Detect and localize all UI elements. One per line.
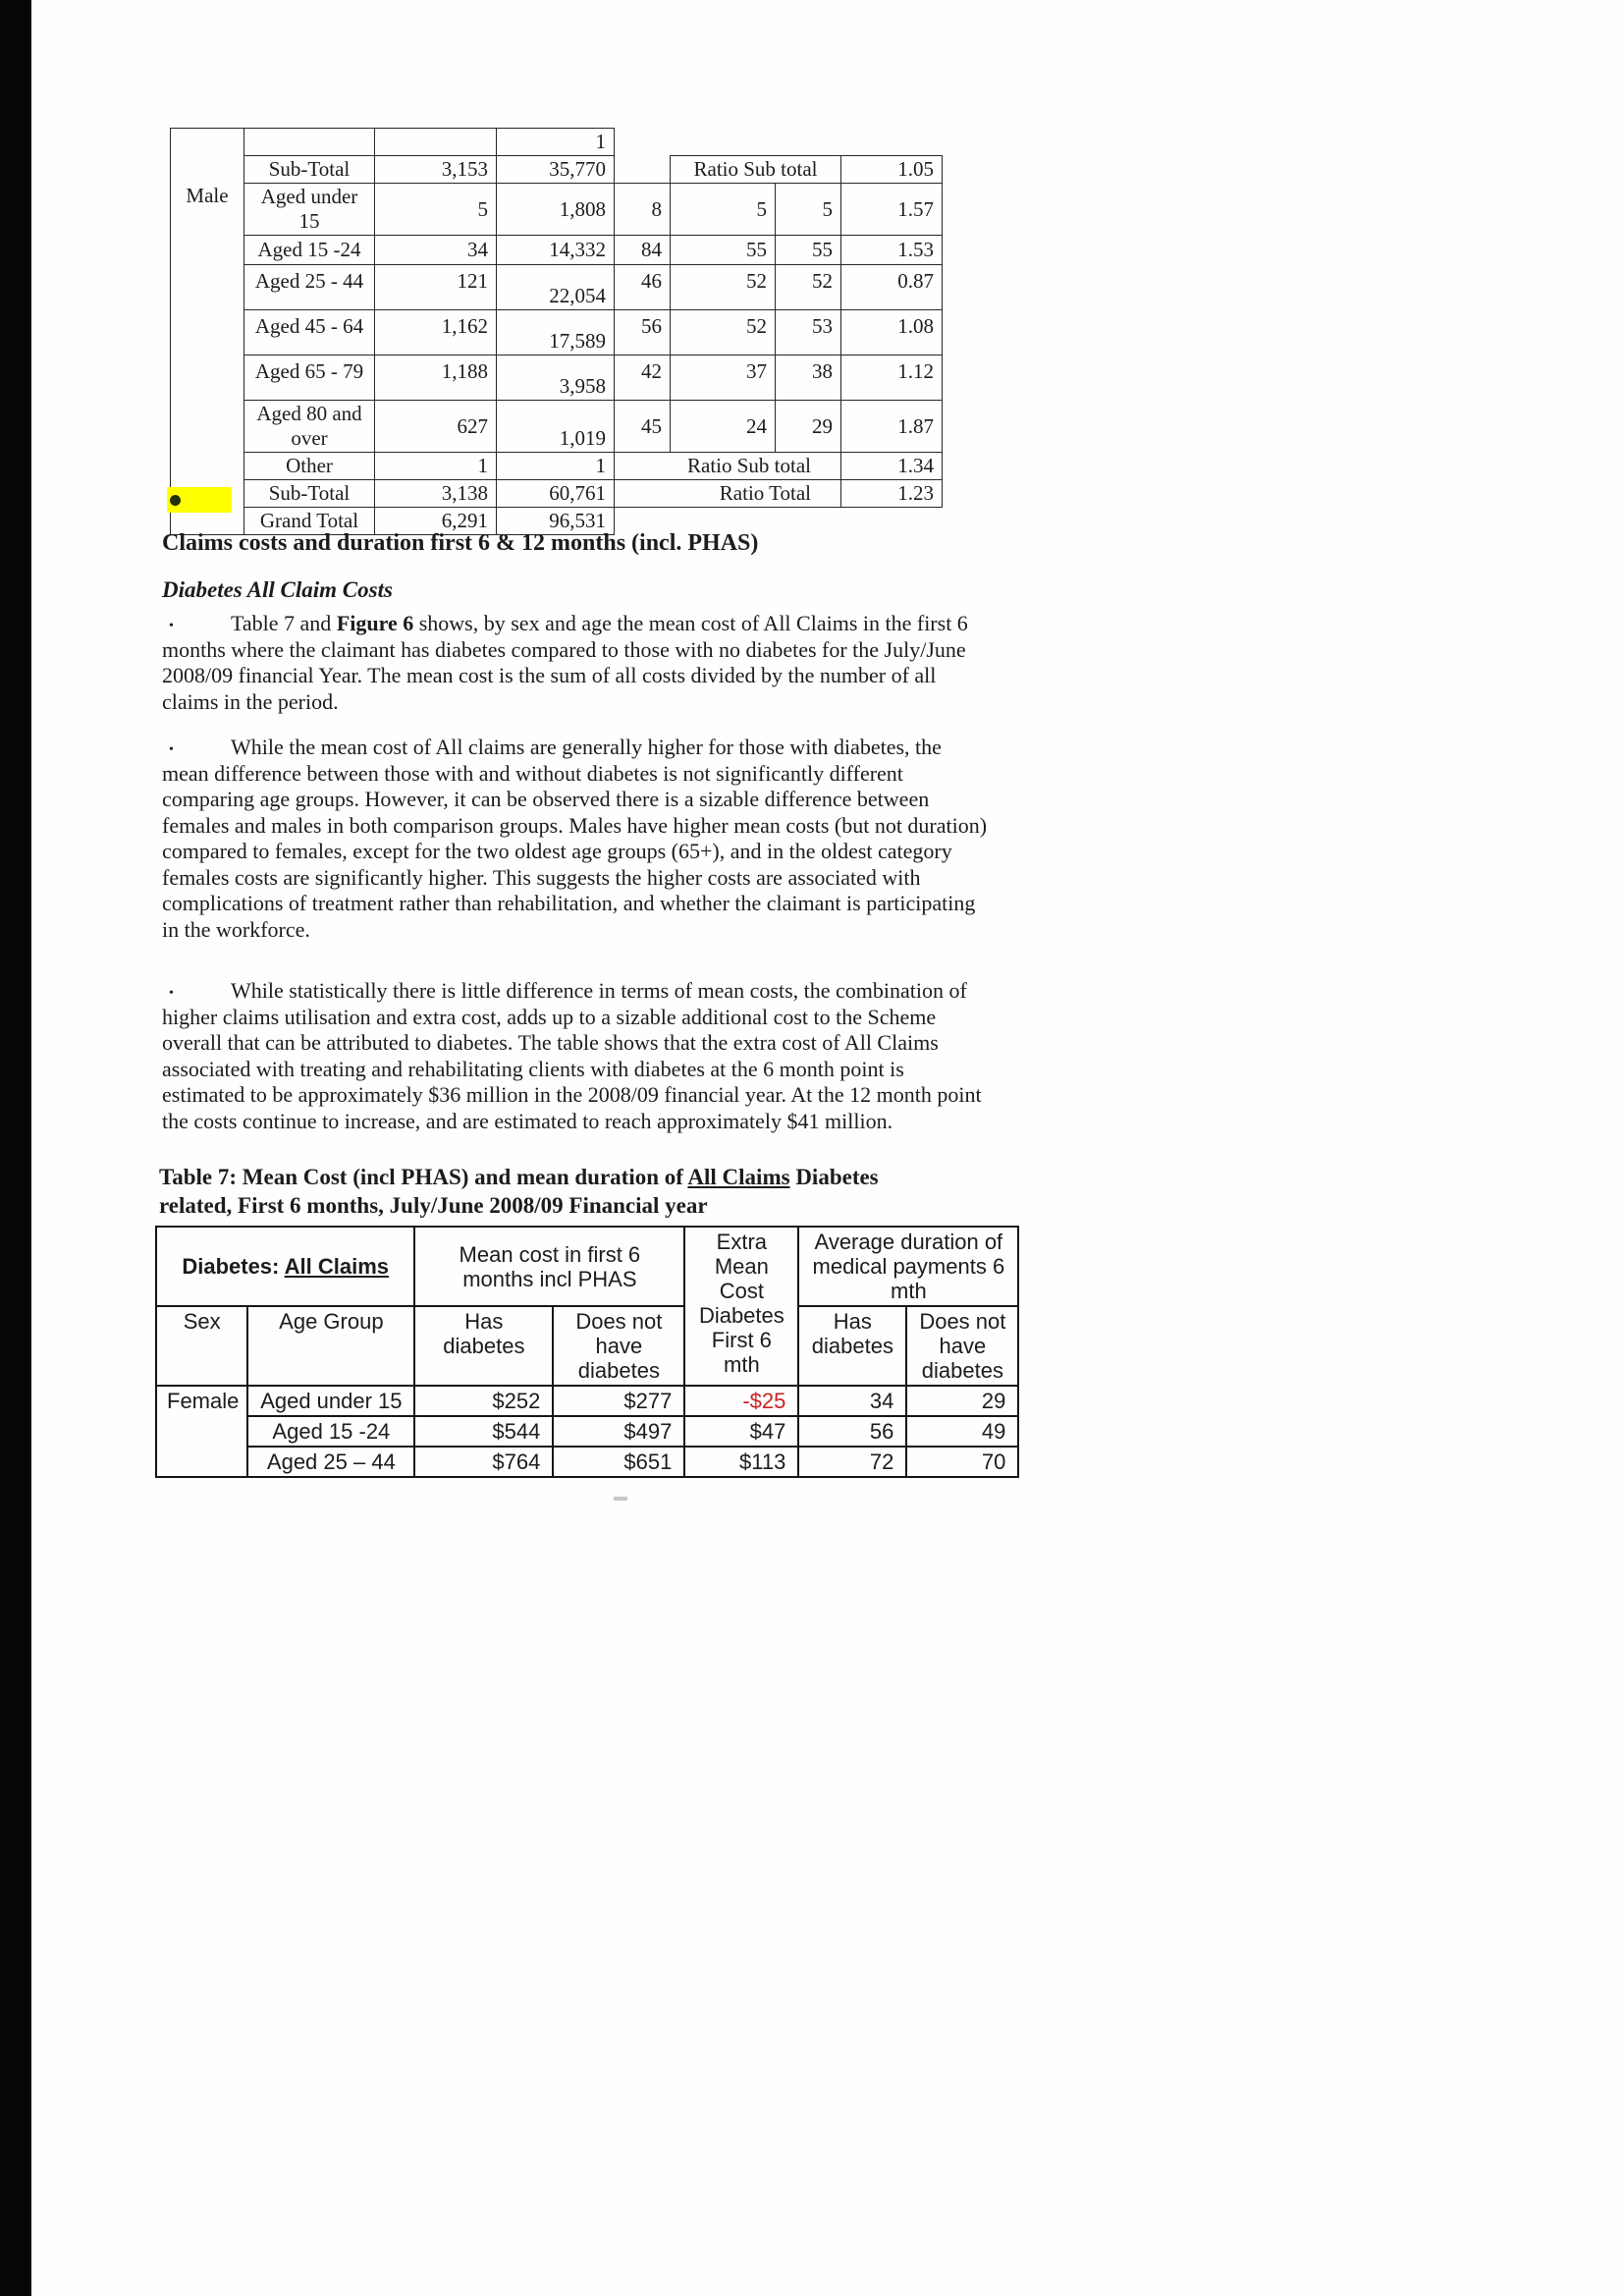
cell-extra-cost: $47 xyxy=(684,1416,798,1447)
header-does-not-have-diabetes: Does not have diabetes xyxy=(906,1306,1018,1386)
cell-value: 52 xyxy=(776,265,841,310)
cell-value: 1,188 xyxy=(375,355,497,401)
cell-ratio-value: 1.05 xyxy=(841,156,943,184)
table-row xyxy=(171,184,943,236)
cell-value: 45 xyxy=(615,401,671,453)
empty-cell xyxy=(615,129,943,156)
cell-label: Sub-Total xyxy=(244,156,375,184)
cell-no-diabetes-cost: $277 xyxy=(553,1386,684,1416)
cell-ratio-value: 1.87 xyxy=(841,401,943,453)
cell-value: 56 xyxy=(615,310,671,355)
bullet-icon: • xyxy=(169,986,174,1001)
cell-value: 38 xyxy=(776,355,841,401)
empty-cell xyxy=(244,129,375,156)
bullet-icon: • xyxy=(169,742,174,757)
cell-value: 52 xyxy=(671,265,776,310)
table-row xyxy=(156,1386,1018,1416)
cell-age-group: Aged 65 - 79 xyxy=(244,355,375,401)
section-heading: Claims costs and duration first 6 & 12 months (incl. PHAS) xyxy=(162,530,759,556)
table-row xyxy=(156,1416,1018,1447)
cell-value: 5 xyxy=(776,184,841,236)
cell-ratio-value: 1.23 xyxy=(841,480,943,508)
caption-text: Table 7: Mean Cost (incl PHAS) and mean duration of xyxy=(159,1165,688,1189)
cell-ratio-value: 1.12 xyxy=(841,355,943,401)
cell-age-group: Aged 25 - 44 xyxy=(244,265,375,310)
cell-duration-has: 34 xyxy=(798,1386,906,1416)
cell-value: 52 xyxy=(671,310,776,355)
cell-value: 1,162 xyxy=(375,310,497,355)
cell-duration-not: 49 xyxy=(906,1416,1018,1447)
header-has-diabetes: Has diabetes xyxy=(798,1306,906,1386)
table-row xyxy=(171,480,943,508)
paragraph-text: While statistically there is little difference in terms of mean costs, the combination of higher claims utilisation and extra cost, adds up to a sizable additional cost to the Scheme overall that can be attributed to diabetes. The table shows that the extra cost of All Claims associated with treating and rehabilitating clients with diabetes at the 6 month point is estimated to be approximately $36 million in the 2008/09 financial year. At the 12 month point the costs continue to increase, and are estimated to reach approximately $41 million. xyxy=(162,978,982,1133)
cell-ratio-value: 1.57 xyxy=(841,184,943,236)
table-header-row xyxy=(156,1227,1018,1306)
cell-age-group: Aged 25 – 44 xyxy=(247,1447,414,1477)
paragraph-text xyxy=(162,611,992,715)
table7-caption xyxy=(159,1163,945,1220)
table-row xyxy=(171,156,943,184)
empty-cell xyxy=(615,156,671,184)
cell-value: 42 xyxy=(615,355,671,401)
header-text: Diabetes: xyxy=(182,1254,285,1279)
table-header-row xyxy=(156,1306,1018,1386)
scan-speck-artifact xyxy=(614,1497,627,1501)
table-row xyxy=(171,129,943,156)
cell-age-group: Aged under 15 xyxy=(247,1386,414,1416)
header-mean-cost-group: Mean cost in first 6 months incl PHAS xyxy=(414,1227,684,1306)
bullet-icon: • xyxy=(169,619,174,633)
cell-extra-cost: $113 xyxy=(684,1447,798,1477)
sub-heading: Diabetes All Claim Costs xyxy=(162,577,393,602)
table-row xyxy=(171,310,943,355)
cell-corner-value: 1 xyxy=(497,129,615,156)
cell-label: Sub-Total xyxy=(244,480,375,508)
cell-age-group: Aged 15 -24 xyxy=(244,236,375,265)
cell-ratio-value: 0.87 xyxy=(841,265,943,310)
cell-value: 1 xyxy=(375,453,497,480)
cell-value: 17,589 xyxy=(497,310,615,355)
cell-value: 96,531 xyxy=(497,508,615,535)
cell-label: Other xyxy=(244,453,375,480)
cell-duration-has: 56 xyxy=(798,1416,906,1447)
highlight-bullet-dot xyxy=(170,495,181,506)
bullet-paragraph-1 xyxy=(162,611,992,715)
table-row xyxy=(156,1447,1018,1477)
cell-value: 121 xyxy=(375,265,497,310)
bullet-paragraph-2 xyxy=(162,735,992,943)
cell-age-group: Aged 15 -24 xyxy=(247,1416,414,1447)
scan-edge-artifact xyxy=(0,0,31,2296)
table-row xyxy=(171,453,943,480)
cell-age-group: Aged 80 and over xyxy=(244,401,375,453)
cell-no-diabetes-cost: $497 xyxy=(553,1416,684,1447)
cell-value: 46 xyxy=(615,265,671,310)
male-claims-table xyxy=(170,128,943,535)
cell-duration-has: 72 xyxy=(798,1447,906,1477)
cell-value: 5 xyxy=(671,184,776,236)
cell-no-diabetes-cost: $651 xyxy=(553,1447,684,1477)
cell-value: 3,958 xyxy=(497,355,615,401)
empty-cell xyxy=(375,129,497,156)
cell-duration-not: 70 xyxy=(906,1447,1018,1477)
caption-text: Diabetes related, First 6 months, July/June 2008/09 Financial year xyxy=(159,1165,879,1218)
cell-value: 37 xyxy=(671,355,776,401)
cell-value: 3,153 xyxy=(375,156,497,184)
cell-value: 35,770 xyxy=(497,156,615,184)
cell-has-diabetes-cost: $544 xyxy=(414,1416,553,1447)
cell-ratio-value: 1.53 xyxy=(841,236,943,265)
paragraph-text: While the mean cost of All claims are generally higher for those with diabetes, the mean difference between those with and without diabetes is not significantly different comparing age groups. However, it can be observed there is a sizable difference between females and males in both comparison groups. Males have higher mean costs (but not duration) compared to females, except for the two oldest age groups (65+), and in the oldest category females costs are significantly higher. This suggests the higher costs are associated with complications of treatment rather than rehabilitation, and whether the claimant is participating in the workforce. xyxy=(162,735,988,942)
cell-value: 29 xyxy=(776,401,841,453)
yellow-highlight-mark xyxy=(167,487,232,513)
table-row xyxy=(171,401,943,453)
cell-extra-cost: -$25 xyxy=(684,1386,798,1416)
cell-value: 6,291 xyxy=(375,508,497,535)
cell-value: 8 xyxy=(615,184,671,236)
cell-ratio-value: 1.08 xyxy=(841,310,943,355)
cell-value: 55 xyxy=(671,236,776,265)
header-diabetes-all-claims xyxy=(156,1227,414,1306)
table-row xyxy=(171,265,943,310)
cell-value: 84 xyxy=(615,236,671,265)
cell-label: Grand Total xyxy=(244,508,375,535)
cell-duration-not: 29 xyxy=(906,1386,1018,1416)
bullet-paragraph-3 xyxy=(162,978,992,1134)
table-row xyxy=(171,355,943,401)
cell-value: 3,138 xyxy=(375,480,497,508)
text-run: shows, by sex and age the mean cost of All Claims in the first 6 months where the claimant has diabetes compared to those with no diabetes for the July/June 2008/09 financial Year. The mean cost is the sum of all costs divided by the number of all claims in the period. xyxy=(162,611,968,714)
cell-age-group: Aged under 15 xyxy=(244,184,375,236)
cell-value: 627 xyxy=(375,401,497,453)
cell-value: 14,332 xyxy=(497,236,615,265)
cell-value: 24 xyxy=(671,401,776,453)
text-run-bold: Figure 6 xyxy=(336,611,414,635)
cell-age-group: Aged 45 - 64 xyxy=(244,310,375,355)
cell-has-diabetes-cost: $252 xyxy=(414,1386,553,1416)
cell-value: 22,054 xyxy=(497,265,615,310)
table-row xyxy=(171,236,943,265)
cell-sex-female: Female xyxy=(156,1386,247,1477)
cell-ratio-value: 1.34 xyxy=(841,453,943,480)
cell-has-diabetes-cost: $764 xyxy=(414,1447,553,1477)
text-run: Table 7 and xyxy=(231,611,337,635)
cell-ratio-label: Ratio Sub total xyxy=(615,453,841,480)
header-extra-mean-cost: Extra Mean Cost Diabetes First 6 mth xyxy=(684,1227,798,1386)
cell-value: 55 xyxy=(776,236,841,265)
table7-mean-cost-table xyxy=(155,1226,1019,1478)
header-has-diabetes: Has diabetes xyxy=(414,1306,553,1386)
cell-value: 1,019 xyxy=(497,401,615,453)
cell-value: 60,761 xyxy=(497,480,615,508)
cell-value: 34 xyxy=(375,236,497,265)
cell-sex-male: Male xyxy=(171,129,244,535)
header-underlined-text: All Claims xyxy=(284,1254,390,1279)
cell-ratio-label: Ratio Sub total xyxy=(671,156,841,184)
cell-value: 53 xyxy=(776,310,841,355)
caption-underlined-text: All Claims xyxy=(687,1165,790,1189)
cell-value: 1 xyxy=(497,453,615,480)
cell-value: 1,808 xyxy=(497,184,615,236)
header-duration-group: Average duration of medical payments 6 mth xyxy=(798,1227,1018,1306)
cell-value: 5 xyxy=(375,184,497,236)
cell-ratio-label: Ratio Total xyxy=(615,480,841,508)
header-sex: Sex xyxy=(156,1306,247,1386)
header-does-not-have-diabetes: Does not have diabetes xyxy=(553,1306,684,1386)
header-age-group: Age Group xyxy=(247,1306,414,1386)
